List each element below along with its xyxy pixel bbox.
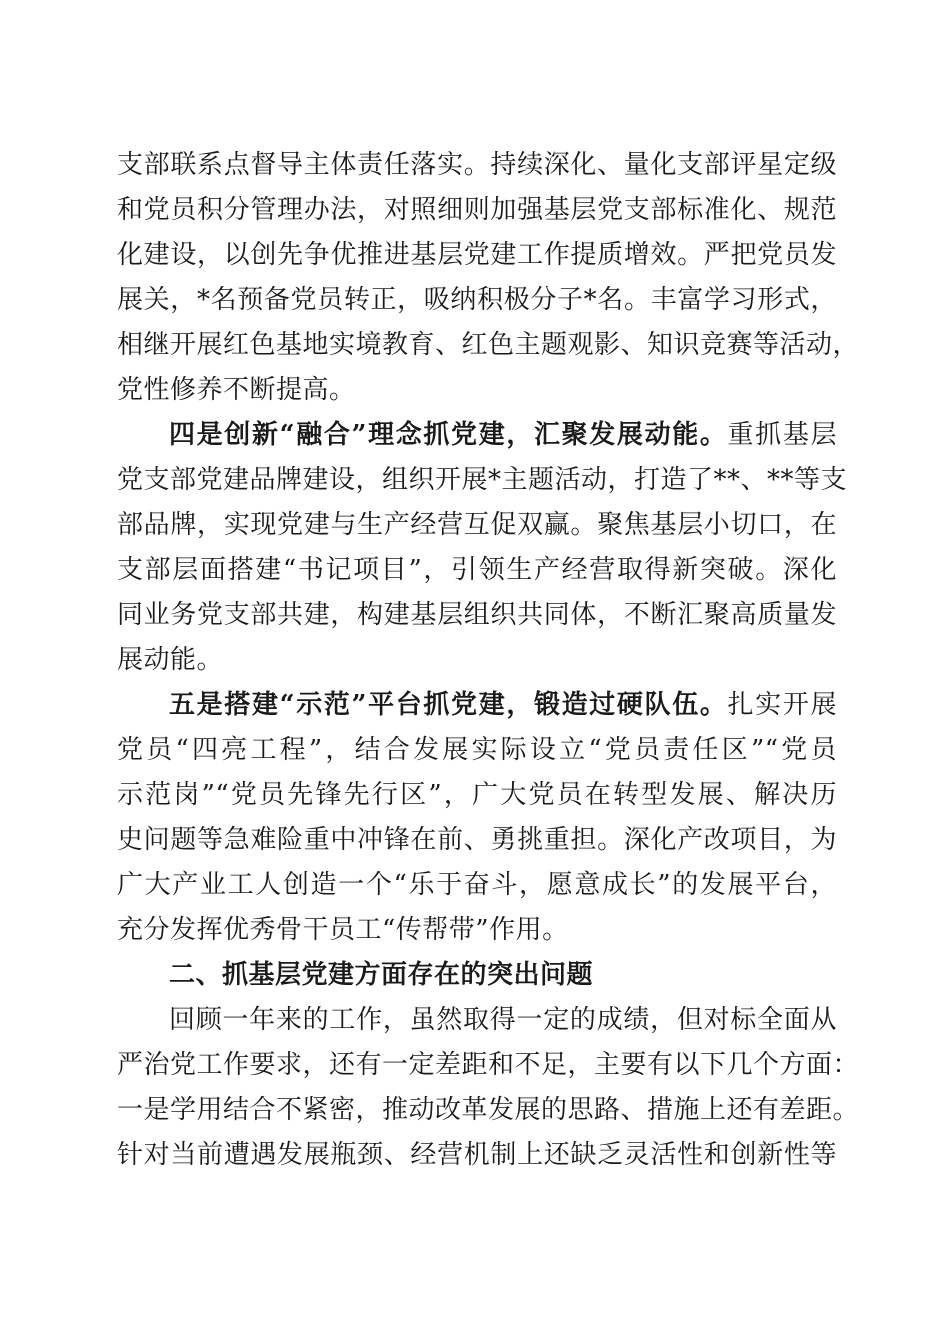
document-body — [117, 143, 860, 1178]
text-line: 回顾一年来的工作，虽然取得一定的成绩，但对标全面从 — [169, 1005, 837, 1035]
text-line: 同业务党支部共建，构建基层组织共同体，不断汇聚高质量发 — [117, 600, 837, 630]
section-heading — [117, 953, 837, 998]
text-line: 一是学用结合不紧密，推动改革发展的思路、措施上还有差距。 — [117, 1095, 860, 1125]
text-line: 部品牌，实现党建与生产经营互促双赢。聚焦基层小切口，在 — [117, 510, 837, 540]
text-line: 展动能。 — [117, 645, 224, 675]
text-line: 和党员积分管理办法，对照细则加强基层党支部标准化、规范 — [117, 195, 837, 225]
text-line: 相继开展红色基地实境教育、红色主题观影、知识竞赛等活动， — [117, 330, 860, 360]
text-line: 党员“四亮工程”，结合发展实际设立“党员责任区”“党员 — [117, 735, 837, 765]
text-line: 党支部党建品牌建设，组织开展*主题活动，打造了**、**等支 — [117, 465, 848, 495]
text-line: 广大产业工人创造一个“乐于奋斗，愿意成长”的发展平台， — [117, 870, 837, 900]
text-line — [117, 413, 837, 458]
paragraph-text: 扎实开展 — [727, 690, 837, 720]
text-line: 展关，*名预备党员转正，吸纳积极分子*名。丰富学习形式， — [117, 285, 837, 315]
text-line: 党性修养不断提高。 — [117, 375, 356, 405]
text-line: 针对当前遭遇发展瓶颈、经营机制上还缺乏灵活性和创新性等 — [117, 1140, 837, 1170]
paragraph-1 — [117, 143, 860, 413]
text-line: 史问题等急难险重中冲锋在前、勇挑重担。深化产改项目，为 — [117, 825, 837, 855]
text-line: 示范岗”“党员先锋先行区”，广大党员在转型发展、解决历 — [117, 780, 837, 810]
paragraph-5 — [117, 998, 860, 1178]
paragraph-3 — [117, 683, 837, 953]
paragraph-lead: 五是搭建“示范”平台抓党建，锻造过硬队伍。 — [169, 690, 728, 720]
text-line: 化建设，以创先争优推进基层党建工作提质增效。严把党员发 — [117, 240, 837, 270]
text-line: 支部联系点督导主体责任落实。持续深化、量化支部评星定级 — [117, 150, 837, 180]
section-heading-text: 二、抓基层党建方面存在的突出问题 — [169, 960, 594, 990]
text-line: 充分发挥优秀骨干员工“传帮带”作用。 — [117, 915, 569, 945]
text-line: 严治党工作要求，还有一定差距和不足，主要有以下几个方面： — [117, 1050, 860, 1080]
text-line — [117, 683, 837, 728]
text-line: 支部层面搭建“书记项目”，引领生产经营取得新突破。深化 — [117, 555, 837, 585]
paragraph-text: 重抓基层 — [727, 420, 837, 450]
paragraph-lead: 四是创新“融合”理念抓党建，汇聚发展动能。 — [169, 420, 728, 450]
paragraph-2 — [117, 413, 848, 683]
